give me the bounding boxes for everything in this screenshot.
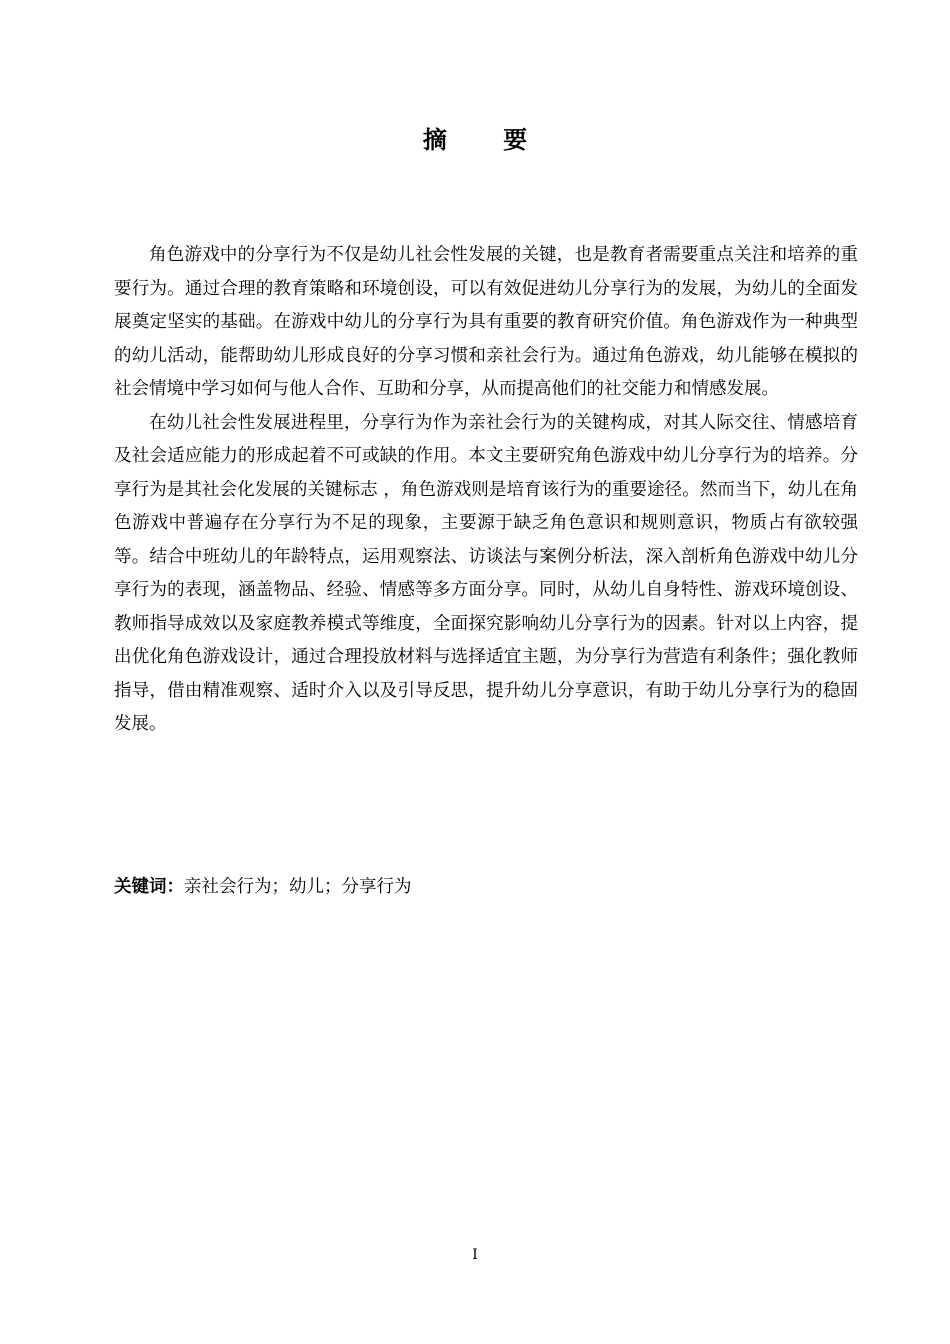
keywords-label: 关键词： <box>114 877 184 897</box>
page-number: I <box>472 1247 478 1263</box>
keywords-line <box>114 871 858 905</box>
abstract-paragraph-1: 角色游戏中的分享行为不仅是幼儿社会性发展的关键，也是教育者需要重点关注和培养的重要行为。通过合理的教育策略和环境创设，可以有效促进幼儿分享行为的发展，为幼儿的全面发展奠定坚实的基础。在游戏中幼儿的分享行为具有重要的教育研究价值。角色游戏作为一种典型的幼儿活动，能帮助幼儿形成良好的分享习惯和亲社会行为。通过角色游戏，幼儿能够在模拟的社会情境中学习如何与他人合作、互助和分享，从而提高他们的社交能力和情感发展。 <box>114 245 858 399</box>
abstract-title: 摘 要 <box>422 126 552 154</box>
keywords-value: 亲社会行为；幼儿；分享行为 <box>184 877 412 897</box>
abstract-body <box>114 239 858 742</box>
abstract-paragraph-2: 在幼儿社会性发展进程里，分享行为作为亲社会行为的关键构成，对其人际交往、情感培育及社会适应能力的形成起着不可或缺的作用。本文主要研究角色游戏中幼儿分享行为的培养。分享行为是其社会化发展的关键标志 ，角色游戏则是培育该行为的重要途径。然而当下，幼儿在角色游戏中普遍存在分享行为不足的现象，主要源于缺乏角色意识和规则意识，物质占有欲较强等。结合中班幼儿的年龄特点，运用观察法、访谈法与案例分析法，深入剖析角色游戏中幼儿分享行为的表现，涵盖物品、经验、情感等多方面分享。同时，从幼儿自身特性、游戏环境创设、教师指导成效以及家庭教养模式等维度，全面探究影响幼儿分享行为的因素。针对以上内容，提出优化角色游戏设计，通过合理投放材料与选择适宜主题，为分享行为营造有利条件；强化教师指导，借由精准观察、适时介入以及引导反思，提升幼儿分享意识，有助于幼儿分享行为的稳固发展。 <box>114 412 858 734</box>
